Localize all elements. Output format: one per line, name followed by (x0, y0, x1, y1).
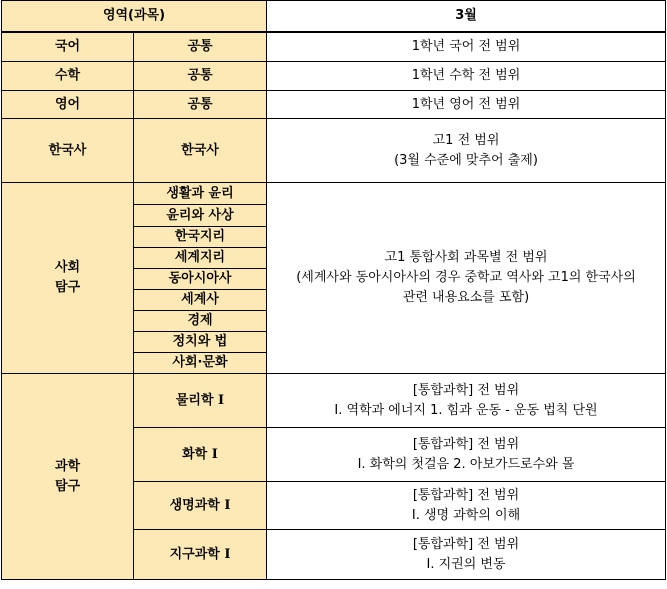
scope-korean: 1학년 국어 전 범위 (267, 32, 666, 62)
area-korean: 국어 (2, 32, 134, 62)
scope-science-2-line-2: Ⅰ. 생명 과학의 이해 (411, 507, 521, 523)
scope-history (267, 119, 666, 183)
row-science-1 (2, 374, 666, 428)
subject-social-8: 사회·문화 (134, 353, 267, 374)
scope-science-0-line-1: [통합과학] 전 범위 (412, 382, 520, 398)
subject-social-6: 경제 (134, 311, 267, 332)
subject-social-1: 윤리와 사상 (134, 205, 267, 227)
subject-social-3: 세계지리 (134, 248, 267, 269)
scope-science-2-line-1: [통합과학] 전 범위 (412, 487, 520, 503)
subject-science-0: 물리학 Ⅰ (134, 374, 267, 428)
scope-history-line-2: (3월 수준에 맞추어 출제) (394, 152, 538, 168)
area-social (2, 183, 134, 374)
scope-science-0-line-2: Ⅰ. 역학과 에너지 1. 힘과 운동 - 운동 법칙 단원 (334, 402, 598, 418)
scope-science-3-line-1: [통합과학] 전 범위 (412, 536, 520, 552)
subject-science-3: 지구과학 Ⅰ (134, 530, 267, 580)
scope-science-3-line-2: Ⅰ. 지권의 변동 (426, 556, 506, 572)
row-math (2, 62, 666, 91)
subject-science-2: 생명과학 Ⅰ (134, 482, 267, 530)
subject-social-5: 세계사 (134, 290, 267, 311)
scope-social-line-1: 고1 통합사회 과목별 전 범위 (384, 250, 548, 265)
subject-history: 한국사 (134, 119, 267, 183)
area-social-line-1: 사회 (54, 260, 81, 275)
area-social-line-2: 탐구 (54, 280, 81, 295)
scope-science-1 (267, 428, 666, 482)
scope-science-2 (267, 482, 666, 530)
subject-social-4: 동아시아사 (134, 269, 267, 290)
area-math: 수학 (2, 62, 134, 91)
scope-history-line-1: 고1 전 범위 (432, 132, 500, 148)
scope-science-0 (267, 374, 666, 428)
area-english: 영어 (2, 91, 134, 119)
scope-math: 1학년 수학 전 범위 (267, 62, 666, 91)
subject-english: 공통 (134, 91, 267, 119)
scope-science-3 (267, 530, 666, 580)
scope-social-line-2: (세계사와 동아시아사의 경우 중학교 역사와 고1의 한국사의 (296, 270, 636, 285)
subject-math: 공통 (134, 62, 267, 91)
header-row (2, 1, 666, 32)
subject-science-1: 화학 Ⅰ (134, 428, 267, 482)
scope-social-line-3: 관련 내용요소를 포함) (402, 290, 530, 305)
area-history: 한국사 (2, 119, 134, 183)
row-social-1 (2, 183, 666, 205)
subject-social-0: 생활과 윤리 (134, 183, 267, 205)
scope-science-1-line-1: [통합과학] 전 범위 (412, 436, 520, 452)
row-english (2, 91, 666, 119)
scope-science-1-line-2: Ⅰ. 화학의 첫걸음 2. 아보가드로수와 몰 (357, 456, 575, 472)
area-science-line-1: 과학 (54, 458, 81, 474)
scope-social (267, 183, 666, 374)
row-history (2, 119, 666, 183)
row-korean (2, 32, 666, 62)
subject-korean: 공통 (134, 32, 267, 62)
header-area: 영역(과목) (2, 1, 267, 32)
scope-english: 1학년 영어 전 범위 (267, 91, 666, 119)
exam-scope-table (1, 0, 666, 580)
subject-social-2: 한국지리 (134, 227, 267, 248)
subject-social-7: 정치와 법 (134, 332, 267, 353)
header-month: 3월 (267, 1, 666, 32)
area-science-line-2: 탐구 (54, 478, 81, 494)
area-science (2, 374, 134, 580)
